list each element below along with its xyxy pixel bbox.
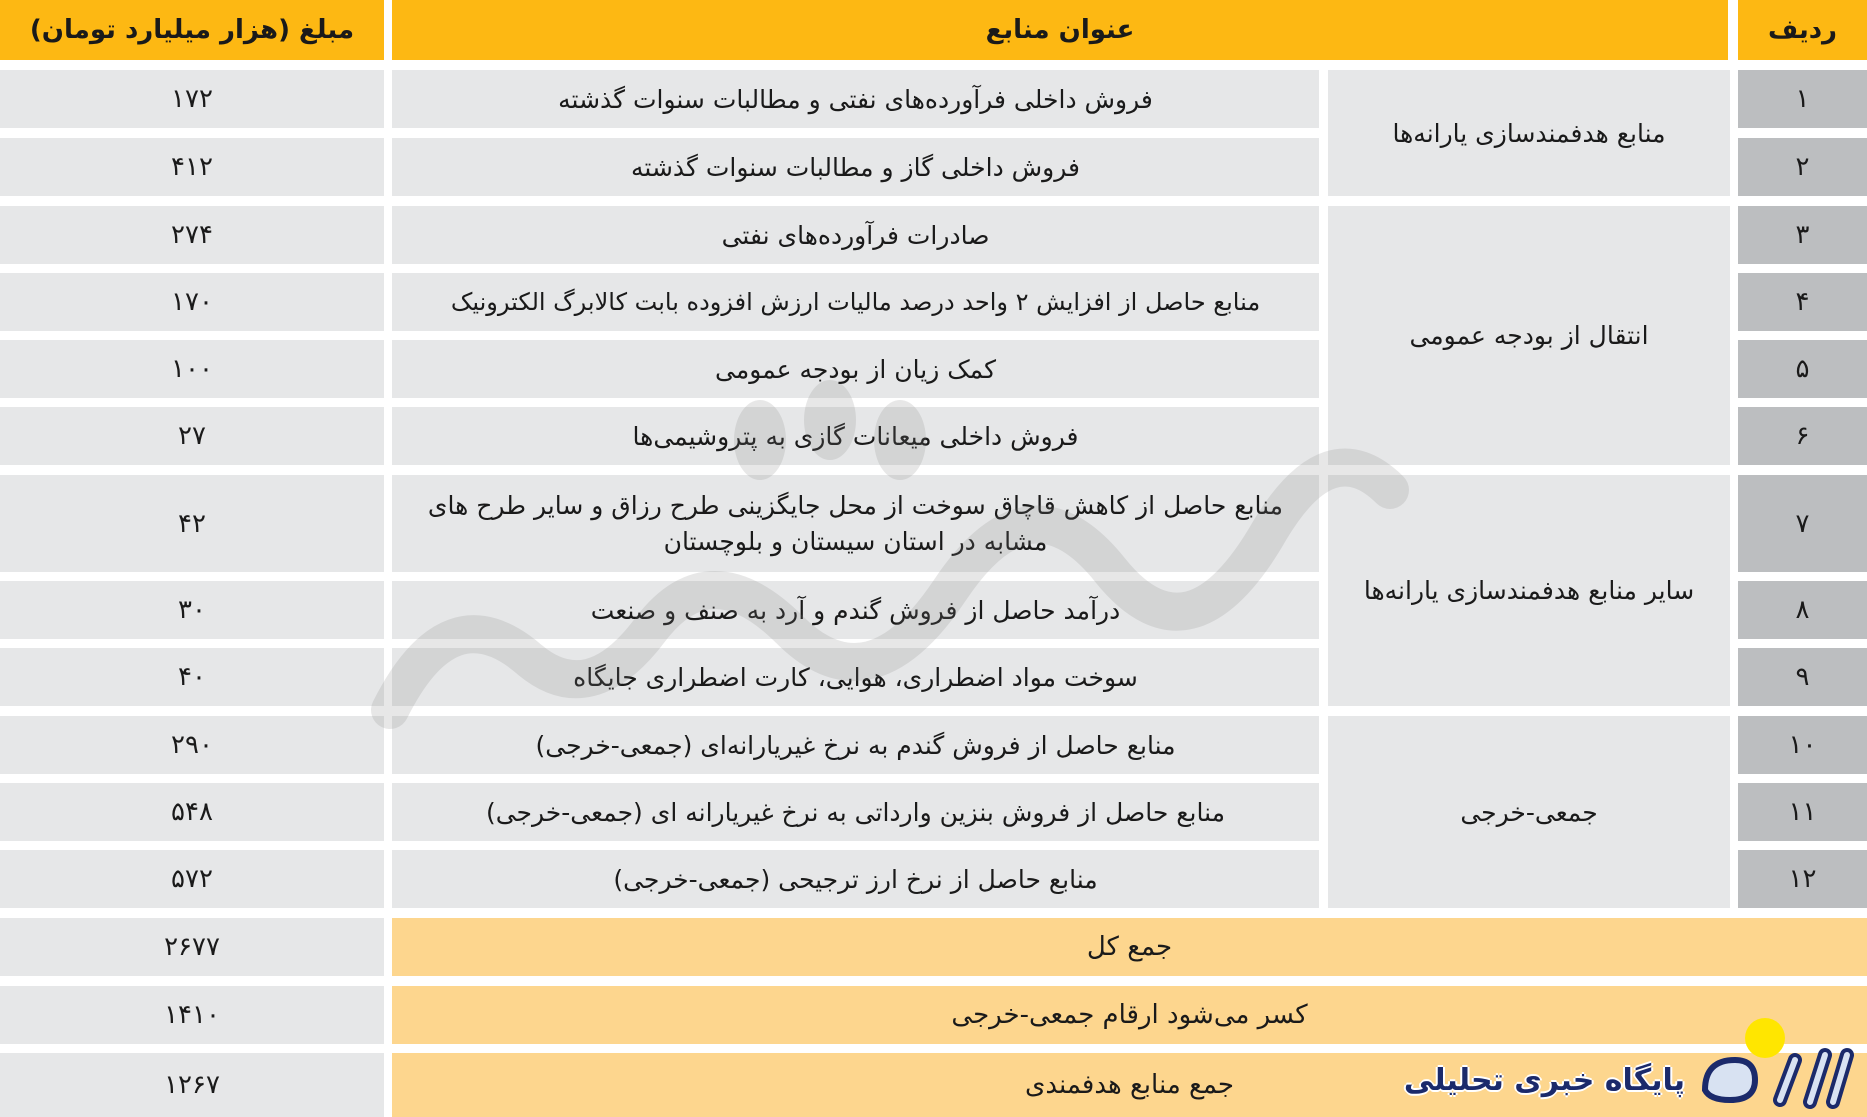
row-index: ۲ [1738, 138, 1867, 196]
row-title: منابع حاصل از فروش بنزین وارداتی به نرخ غیریارانه ای (جمعی-خرجی) [392, 783, 1319, 841]
row-amount: ۱۷۰ [0, 273, 384, 331]
row-title: فروش داخلی فرآورده‌های نفتی و مطالبات سنوات گذشته [392, 70, 1319, 128]
row-amount: ۲۷ [0, 407, 384, 465]
summary-deduction-label: کسر می‌شود ارقام جمعی-خرجی [392, 986, 1867, 1044]
header-row-index: ردیف [1738, 0, 1867, 60]
row-amount: ۵۴۸ [0, 783, 384, 841]
row-title: فروش داخلی گاز و مطالبات سنوات گذشته [392, 138, 1319, 196]
row-amount: ۵۷۲ [0, 850, 384, 908]
row-amount: ۱۰۰ [0, 340, 384, 398]
row-title: منابع حاصل از کاهش قاچاق سوخت از محل جایگزینی طرح رزاق و سایر طرح های مشابه در استان سیستان و بلوچستان [392, 475, 1319, 572]
row-title: منابع حاصل از فروش گندم به نرخ غیریارانه‌ای (جمعی-خرجی) [392, 716, 1319, 774]
row-index: ۷ [1738, 475, 1867, 572]
row-amount: ۱۷۲ [0, 70, 384, 128]
summary-total-label: جمع کل [392, 918, 1867, 976]
header-amount: مبلغ (هزار میلیارد تومان) [0, 0, 384, 60]
group-label: انتقال از بودجه عمومی [1328, 206, 1730, 465]
row-index: ۱ [1738, 70, 1867, 128]
row-amount: ۴۰ [0, 648, 384, 706]
group-label: منابع هدفمندسازی یارانه‌ها [1328, 70, 1730, 196]
row-amount: ۳۰ [0, 581, 384, 639]
row-index: ۸ [1738, 581, 1867, 639]
row-title: منابع حاصل از افزایش ۲ واحد درصد مالیات ارزش افزوده بابت کالابرگ الکترونیک [392, 273, 1319, 331]
row-title: صادرات فرآورده‌های نفتی [392, 206, 1319, 264]
row-title: فروش داخلی میعانات گازی به پتروشیمی‌ها [392, 407, 1319, 465]
ruzno-logo-icon [1685, 1010, 1855, 1110]
row-amount: ۲۹۰ [0, 716, 384, 774]
row-index: ۹ [1738, 648, 1867, 706]
group-label: جمعی-خرجی [1328, 716, 1730, 908]
summary-deduction-amount: ۱۴۱۰ [0, 986, 384, 1044]
row-amount: ۴۱۲ [0, 138, 384, 196]
row-title: کمک زیان از بودجه عمومی [392, 340, 1319, 398]
summary-net-label: جمع منابع هدفمندی [392, 1053, 1867, 1117]
row-index: ۴ [1738, 273, 1867, 331]
brand-tagline: پایگاه خبری تحلیلی [1403, 1063, 1685, 1098]
row-index: ۱۰ [1738, 716, 1867, 774]
row-title: درآمد حاصل از فروش گندم و آرد به صنف و صنعت [392, 581, 1319, 639]
header-title: عنوان منابع [392, 0, 1728, 60]
row-title: منابع حاصل از نرخ ارز ترجیحی (جمعی-خرجی) [392, 850, 1319, 908]
summary-total-amount: ۲۶۷۷ [0, 918, 384, 976]
brand-logo [1400, 1010, 1855, 1110]
summary-net-amount: ۱۲۶۷ [0, 1053, 384, 1117]
group-label: سایر منابع هدفمندسازی یارانه‌ها [1328, 475, 1730, 706]
row-title: سوخت مواد اضطراری، هوایی، کارت اضطراری جایگاه [392, 648, 1319, 706]
row-amount: ۲۷۴ [0, 206, 384, 264]
row-index: ۱۲ [1738, 850, 1867, 908]
row-amount: ۴۲ [0, 475, 384, 572]
row-index: ۳ [1738, 206, 1867, 264]
row-index: ۵ [1738, 340, 1867, 398]
row-index: ۶ [1738, 407, 1867, 465]
row-index: ۱۱ [1738, 783, 1867, 841]
